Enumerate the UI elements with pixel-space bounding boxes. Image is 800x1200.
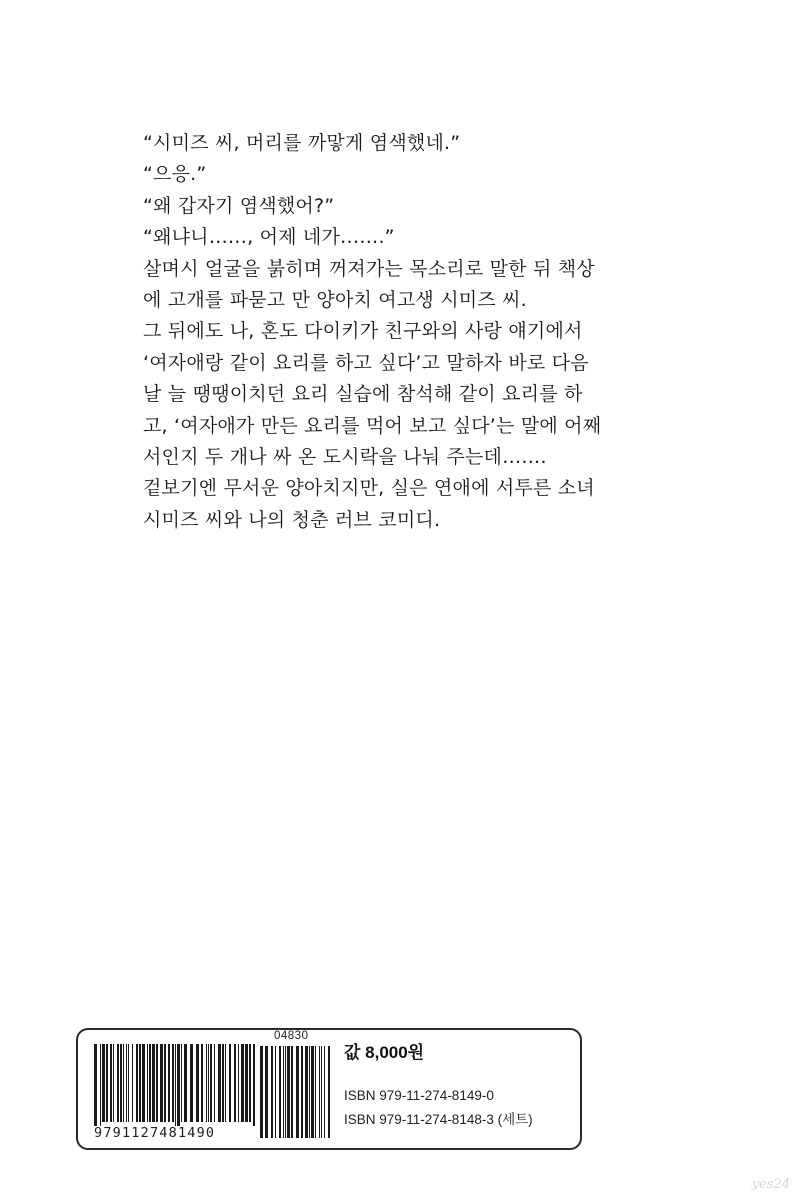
barcode-bar <box>324 1046 325 1138</box>
barcode-bar <box>296 1046 299 1138</box>
barcode-bar <box>123 1044 124 1122</box>
barcode-bar <box>218 1044 221 1122</box>
barcode-bar <box>234 1044 236 1122</box>
barcode-bar <box>147 1044 148 1122</box>
price-isbn-box <box>76 1028 582 1150</box>
barcode-bar <box>238 1044 239 1122</box>
barcode-bar <box>315 1046 316 1138</box>
barcode-bar <box>229 1044 231 1122</box>
barcode-bar <box>241 1044 244 1122</box>
isbn-set-number: ISBN 979-11-274-8148-3 (세트) <box>344 1112 533 1127</box>
isbn-number: ISBN 979-11-274-8149-0 <box>344 1088 494 1103</box>
ean-barcode <box>94 1044 256 1126</box>
blurb-line: 고, ‘여자애가 만든 요리를 먹어 보고 싶다’는 말에 어째 <box>143 414 602 437</box>
barcode-bar <box>305 1046 308 1138</box>
barcode-bar <box>328 1046 330 1138</box>
barcode-bar <box>106 1044 108 1122</box>
barcode-bar <box>160 1044 163 1122</box>
barcode-bar <box>132 1044 133 1122</box>
barcode-bar <box>291 1046 293 1138</box>
blurb-line: “으응.” <box>143 163 207 186</box>
barcode-bar <box>319 1046 320 1138</box>
barcode-bar <box>139 1044 141 1122</box>
barcode-bar <box>271 1046 273 1138</box>
barcode-bar <box>245 1044 248 1122</box>
barcode-bar <box>126 1044 127 1122</box>
barcode-bar <box>249 1044 251 1122</box>
barcode-bar <box>222 1044 224 1122</box>
barcode-bar <box>265 1046 268 1138</box>
barcode-bar <box>201 1044 203 1122</box>
barcode-bar <box>285 1046 286 1138</box>
barcode-bar <box>206 1044 207 1122</box>
barcode-bar <box>301 1046 303 1138</box>
blurb-line: “왜 갑자기 염색했어?” <box>143 194 335 217</box>
barcode-bar <box>225 1044 226 1122</box>
barcode-bar <box>164 1044 166 1122</box>
barcode-bar <box>184 1044 187 1122</box>
blurb-line: “왜냐니……, 어제 네가…….” <box>143 226 395 249</box>
blurb-line: 시미즈 씨와 나의 청춘 러브 코미디. <box>143 508 441 531</box>
barcode-bar <box>152 1044 155 1122</box>
watermark-logo: yes24 <box>751 1177 790 1192</box>
blurb-line: 에 고개를 파묻고 만 양아치 여고생 시미즈 씨. <box>143 289 527 312</box>
barcode-bar <box>321 1046 322 1138</box>
barcode-bar <box>196 1044 199 1122</box>
barcode-bar <box>210 1044 212 1122</box>
barcode-bar <box>102 1044 105 1122</box>
addon-barcode-bars <box>260 1046 332 1138</box>
barcode-bar <box>287 1046 290 1138</box>
blurb-line: ‘여자애랑 같이 요리를 하고 싶다’고 말하자 바로 다음 <box>143 351 589 374</box>
barcode-bar <box>94 1044 97 1126</box>
barcode-bar <box>172 1044 174 1122</box>
barcode-bar <box>279 1046 281 1138</box>
barcode-bar <box>149 1044 151 1122</box>
barcode-bar <box>117 1044 119 1122</box>
barcode-bar <box>110 1044 112 1122</box>
barcode-bar <box>181 1044 182 1122</box>
blurb-line: 겉보기엔 무서운 양아치지만, 실은 연애에 서투른 소녀 <box>143 477 595 500</box>
barcode-bar <box>128 1044 129 1122</box>
addon-barcode <box>260 1046 332 1138</box>
addon-code: 04830 <box>274 1030 309 1042</box>
barcode-bar <box>309 1046 310 1138</box>
barcode-digits: 9791127481490 <box>94 1125 216 1141</box>
blurb-line: 서인지 두 개나 싸 온 도시락을 나눠 주는데……. <box>143 446 547 469</box>
barcode-bar <box>208 1044 209 1122</box>
barcode-bar <box>175 1044 176 1126</box>
barcode-bar <box>260 1046 263 1138</box>
barcode-bar <box>168 1044 170 1122</box>
barcode-bar <box>283 1046 284 1138</box>
barcode-bar <box>311 1046 314 1138</box>
barcode-bar <box>253 1044 255 1126</box>
barcode-bar <box>177 1044 180 1126</box>
blurb-line: 살며시 얼굴을 붉히며 꺼져가는 목소리로 말한 뒤 책상 <box>143 257 595 280</box>
barcode-bar <box>275 1046 276 1138</box>
barcode-bar <box>142 1044 145 1122</box>
ean-barcode-bars <box>94 1044 256 1126</box>
price-label: 값 8,000원 <box>344 1043 425 1062</box>
barcode-bar <box>113 1044 114 1122</box>
barcode-bar <box>136 1044 138 1122</box>
barcode-bar <box>156 1044 158 1122</box>
barcode-bar <box>100 1044 101 1126</box>
back-cover-blurb <box>143 128 683 536</box>
barcode-bar <box>214 1044 215 1122</box>
blurb-line: “시미즈 씨, 머리를 까맣게 염색했네.” <box>143 132 461 154</box>
blurb-line: 그 뒤에도 나, 혼도 다이키가 친구와의 사랑 얘기에서 <box>143 320 583 343</box>
blurb-line: 날 늘 땡땡이치던 요리 실습에 참석해 같이 요리를 하 <box>143 383 583 406</box>
barcode-bar <box>190 1044 193 1122</box>
barcode-bar <box>120 1044 122 1122</box>
